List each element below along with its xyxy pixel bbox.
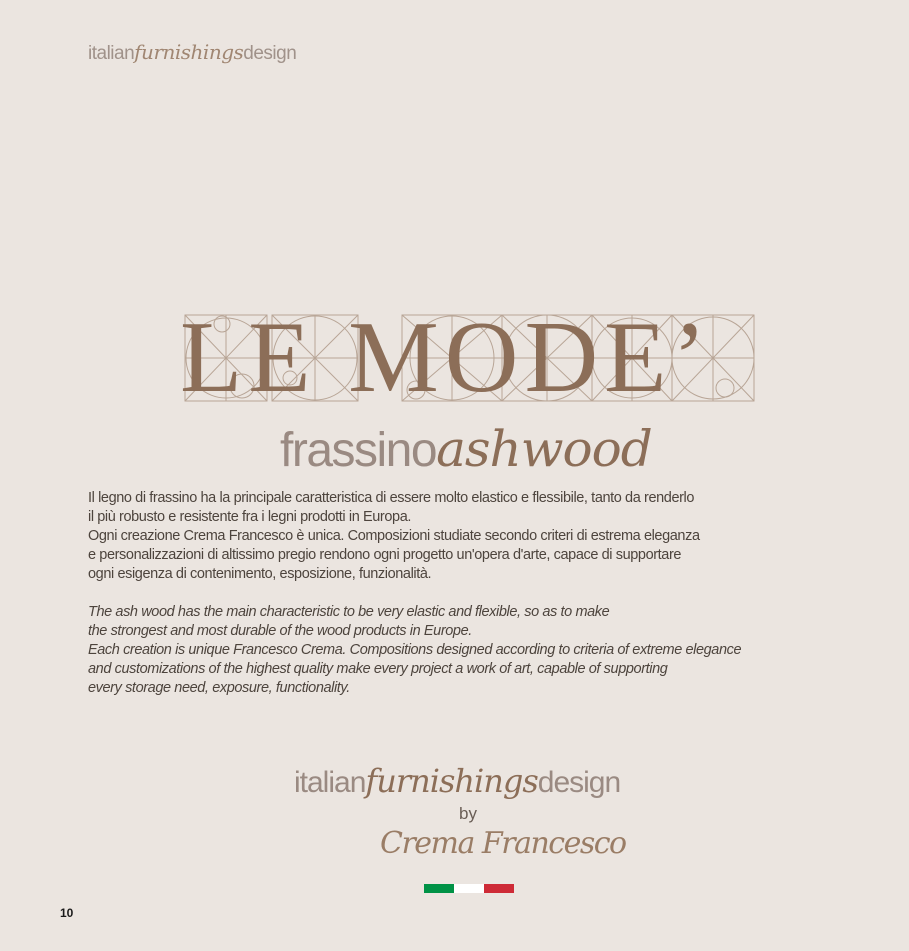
footer-logo <box>294 762 620 800</box>
english-line: The ash wood has the main characteristic to be very elastic and flexible, so as to make <box>88 604 610 620</box>
wood-type-italian: frassino <box>280 424 437 477</box>
english-line: and customizations of the highest quality make every project a work of art, capable of supporting <box>88 661 668 677</box>
wood-type-heading <box>280 420 652 478</box>
flag-stripe-red <box>484 884 514 893</box>
italian-line: ogni esigenza di contenimento, esposizione, funzionalità. <box>88 566 432 582</box>
collection-title <box>180 301 790 414</box>
english-description <box>88 603 808 698</box>
flag-stripe-white <box>454 884 484 893</box>
footer-by: by <box>459 804 477 823</box>
english-line: Each creation is unique Francesco Crema. Compositions designed according to criteria of extreme elegance <box>88 642 742 658</box>
header-logo-furnishings: furnishings <box>134 40 244 64</box>
footer-logo-furnishings: furnishings <box>365 762 538 800</box>
italian-description <box>88 489 808 584</box>
italian-line: Il legno di frassino ha la principale caratteristica di essere molto elastico e flessibile, tanto da renderlo <box>88 490 695 506</box>
page-number: 10 <box>60 906 74 920</box>
italian-flag-icon <box>424 884 514 893</box>
italian-line: Ogni creazione Crema Francesco è unica. Composizioni studiate secondo criteri di estrema eleganza <box>88 528 700 544</box>
title-text: LE MODE’ <box>180 301 713 414</box>
header-logo-italian: italian <box>88 43 135 64</box>
flag-stripe-green <box>424 884 454 893</box>
wood-type-english: ashwood <box>436 420 652 478</box>
italian-line: e personalizzazioni di altissimo pregio rendono ogni progetto un'opera d'arte, capace di supportare <box>88 547 682 563</box>
english-line: every storage need, exposure, functionality. <box>88 680 350 696</box>
header-logo-design: design <box>243 43 297 64</box>
footer-logo-italian: italian <box>294 766 366 799</box>
footer-logo-design: design <box>537 766 621 799</box>
english-line: the strongest and most durable of the wood products in Europe. <box>88 623 472 639</box>
brand-signature: Crema Francesco <box>380 826 626 861</box>
italian-line: il più robusto e resistente fra i legni prodotti in Europa. <box>88 509 411 525</box>
header-logo <box>88 40 296 65</box>
